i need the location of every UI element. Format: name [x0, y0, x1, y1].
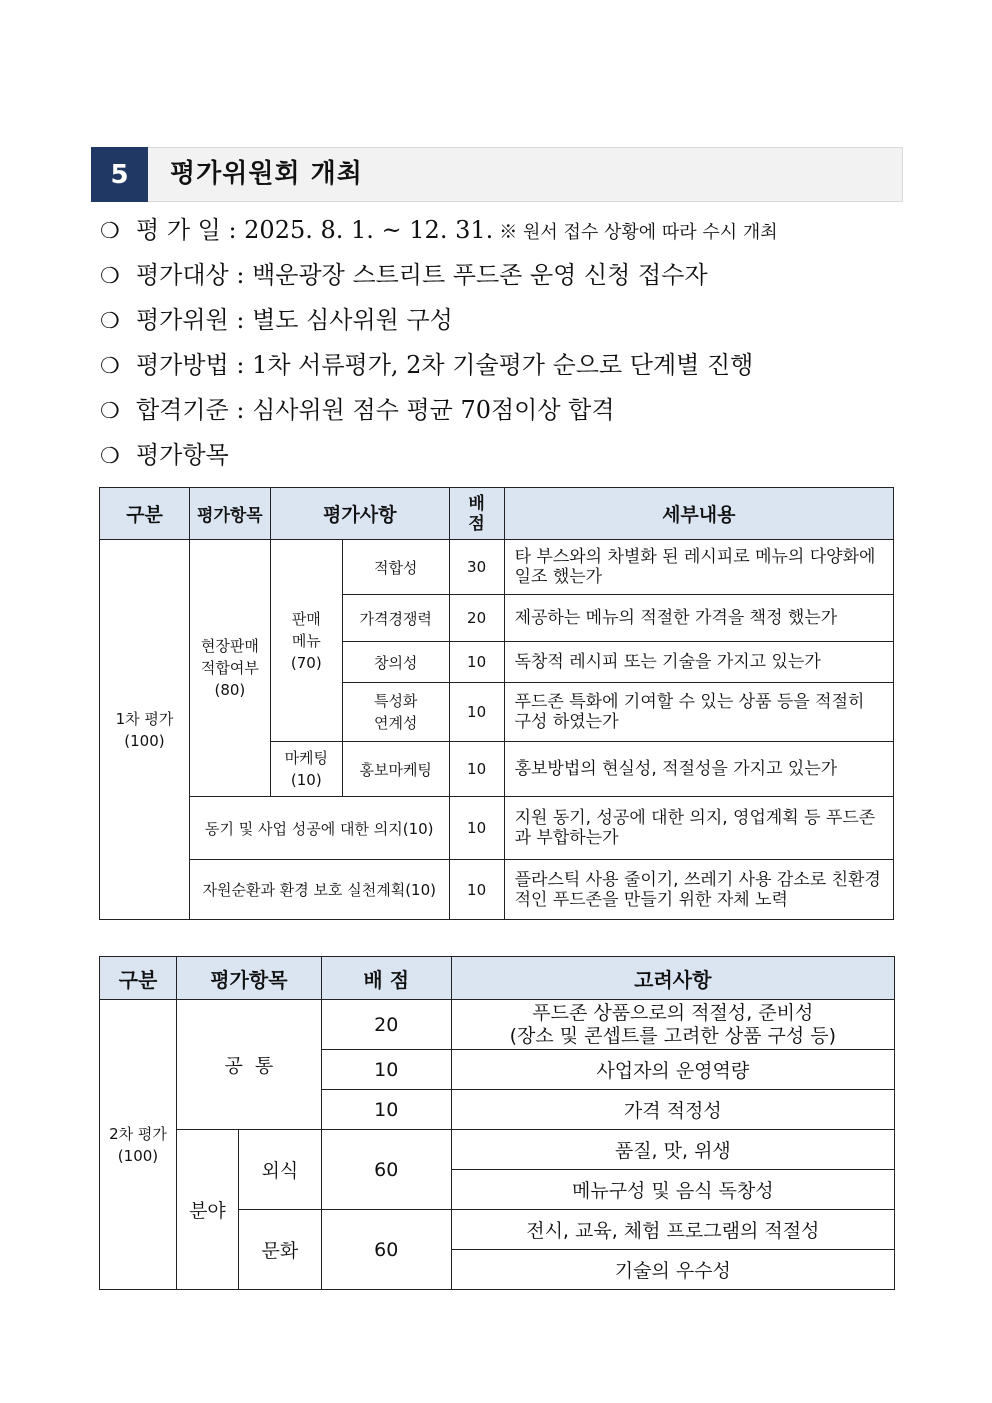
- marketing-group-cell: 마케팅 (10): [270, 742, 342, 797]
- stage-cell: 1차 평가 (100): [100, 540, 190, 920]
- detail-cell: 홍보방법의 현실성, 적절성을 가지고 있는가: [504, 742, 893, 797]
- score-cell: 60: [321, 1130, 451, 1210]
- culture-cell: 문화: [238, 1210, 321, 1290]
- score-cell: 10: [321, 1090, 451, 1130]
- bullet-eval-items: [100, 433, 900, 478]
- consider-cell: 메뉴구성 및 음식 독창성: [451, 1170, 894, 1210]
- circle-bullet-icon: ❍: [100, 264, 120, 289]
- score-cell: 10: [321, 1050, 451, 1090]
- bullet-eval-date: [100, 208, 900, 253]
- bullet-eval-target: [100, 253, 900, 298]
- dining-cell: 외식: [238, 1130, 321, 1210]
- score-cell: 10: [449, 683, 504, 742]
- table-row: [100, 1130, 895, 1170]
- bullet-pass-criteria: [100, 388, 900, 433]
- detail-cell: 지원 동기, 성공에 대한 의지, 영업계획 등 푸드존과 부합하는가: [504, 797, 893, 860]
- bullet-note: ※ 원서 접수 상황에 따라 수시 개최: [499, 222, 778, 243]
- criteria-cell: 자원순환과 환경 보호 실천계획(10): [189, 860, 449, 920]
- table-header-row: [100, 957, 895, 1000]
- bullet-list: [100, 208, 900, 478]
- header-score: 배 점: [449, 488, 504, 540]
- consider-cell: 전시, 교육, 체험 프로그램의 적절성: [451, 1210, 894, 1250]
- consider-cell: 사업자의 운영역량: [451, 1050, 894, 1090]
- score-cell: 10: [449, 797, 504, 860]
- field-cell: 분야: [176, 1130, 238, 1290]
- table-row: [100, 1000, 895, 1050]
- consider-cell: 기술의 우수성: [451, 1250, 894, 1290]
- section-title: 평가위원회 개최: [170, 159, 363, 189]
- bullet-text: 합격기준 : 심사위원 점수 평균 70점이상 합격: [136, 396, 615, 424]
- circle-bullet-icon: ❍: [100, 399, 120, 424]
- criteria-cell: 창의성: [342, 642, 449, 683]
- circle-bullet-icon: ❍: [100, 219, 120, 244]
- section-number: 5: [91, 147, 148, 202]
- stage-cell: 2차 평가 (100): [100, 1000, 177, 1290]
- table-header-row: [100, 488, 894, 540]
- header-consider: 고려사항: [451, 957, 894, 1000]
- second-round-table: [99, 956, 895, 1290]
- field-item-cell: 현장판매 적합여부 (80): [189, 540, 270, 797]
- bullet-eval-method: [100, 343, 900, 388]
- bullet-eval-committee: [100, 298, 900, 343]
- score-cell: 30: [449, 540, 504, 595]
- circle-bullet-icon: ❍: [100, 309, 120, 334]
- score-cell: 20: [321, 1000, 451, 1050]
- detail-cell: 독창적 레시피 또는 기술을 가지고 있는가: [504, 642, 893, 683]
- bullet-text: 평가대상 : 백운광장 스트리트 푸드존 운영 신청 접수자: [136, 261, 708, 289]
- detail-cell: 타 부스와의 차별화 된 레시피로 메뉴의 다양화에 일조 했는가: [504, 540, 893, 595]
- consider-cell: 품질, 맛, 위생: [451, 1130, 894, 1170]
- header-item: 평가항목: [176, 957, 321, 1000]
- bullet-text: 평 가 일 : 2025. 8. 1. ~ 12. 31.: [136, 216, 494, 244]
- score-cell: 10: [449, 860, 504, 920]
- table-row: [100, 540, 894, 595]
- common-cell: 공 통: [176, 1000, 321, 1130]
- table-row: [100, 860, 894, 920]
- section-header: [91, 147, 903, 202]
- detail-cell: 제공하는 메뉴의 적절한 가격을 책정 했는가: [504, 595, 893, 642]
- criteria-cell: 가격경쟁력: [342, 595, 449, 642]
- table-row: [100, 797, 894, 860]
- header-score: 배 점: [321, 957, 451, 1000]
- menu-group-cell: 판매 메뉴 (70): [270, 540, 342, 742]
- header-detail: 세부내용: [504, 488, 893, 540]
- score-cell: 10: [449, 642, 504, 683]
- criteria-cell: 특성화 연계성: [342, 683, 449, 742]
- score-cell: 60: [321, 1210, 451, 1290]
- bullet-text: 평가방법 : 1차 서류평가, 2차 기술평가 순으로 단계별 진행: [136, 351, 754, 379]
- header-item: 평가항목: [189, 488, 270, 540]
- bullet-text: 평가항목: [136, 441, 229, 469]
- consider-cell: 푸드존 상품으로의 적절성, 준비성 (장소 및 콘셉트를 고려한 상품 구성 등): [451, 1000, 894, 1050]
- circle-bullet-icon: ❍: [100, 354, 120, 379]
- bullet-text: 평가위원 : 별도 심사위원 구성: [136, 306, 453, 334]
- header-category: 구분: [100, 488, 190, 540]
- header-category: 구분: [100, 957, 177, 1000]
- detail-cell: 푸드존 특화에 기여할 수 있는 상품 등을 적절히 구성 하였는가: [504, 683, 893, 742]
- score-cell: 20: [449, 595, 504, 642]
- header-criteria: 평가사항: [270, 488, 449, 540]
- criteria-cell: 동기 및 사업 성공에 대한 의지(10): [189, 797, 449, 860]
- criteria-cell: 적합성: [342, 540, 449, 595]
- consider-cell: 가격 적정성: [451, 1090, 894, 1130]
- first-round-table: [99, 487, 894, 920]
- score-cell: 10: [449, 742, 504, 797]
- detail-cell: 플라스틱 사용 줄이기, 쓰레기 사용 감소로 친환경적인 푸드존을 만들기 위한 자체 노력: [504, 860, 893, 920]
- criteria-cell: 홍보마케팅: [342, 742, 449, 797]
- circle-bullet-icon: ❍: [100, 444, 120, 469]
